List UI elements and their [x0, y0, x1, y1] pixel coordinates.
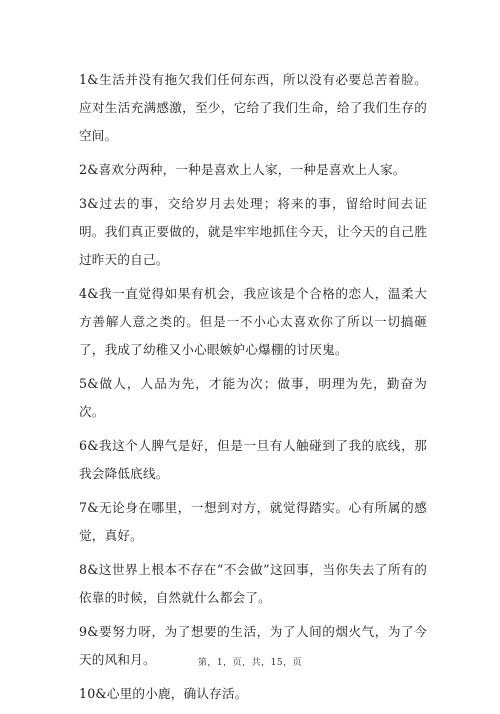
- paragraph-1: 1&生活并没有拖欠我们任何东西，所以没有必要总苦着脸。应对生活充满感激，至少，它给了我们生命，给了我们生存的空间。: [79, 72, 427, 143]
- paragraph-3: 3&过去的事，交给岁月去处理；将来的事，留给时间去证明。我们真正要做的，就是牢牢地抓住今天，让今天的自己胜过昨天的自己。: [79, 196, 427, 267]
- paragraph-7: 7&无论身在哪里，一想到对方，就觉得踏实。心有所属的感觉，真好。: [79, 500, 427, 543]
- paragraph-10: 10&心里的小鹿，确认存活。: [79, 686, 248, 701]
- page-number-footer: 第，1，页，共，15，页: [197, 658, 303, 668]
- paragraph-2: 2&喜欢分两种，一种是喜欢上人家，一种是喜欢上人家。: [79, 162, 406, 177]
- document-body: [79, 66, 427, 714]
- paragraph-4: 4&我一直觉得如果有机会，我应该是个合格的恋人，温柔大方善解人意之类的。但是一不小心太喜欢你了所以一切搞砸了，我成了幼稚又小心眼嫉妒心爆棚的讨厌鬼。: [79, 286, 427, 357]
- paragraph-9: 9&要努力呀，为了想要的生活，为了人间的烟火气，为了今天的风和月。: [79, 624, 427, 667]
- paragraph-8: 8&这世界上根本不存在“不会做”这回事，当你失去了所有的依靠的时候，自然就什么都会了。: [79, 562, 427, 605]
- paragraph-6: 6&我这个人脾气是好，但是一旦有人触碰到了我的底线，那我会降低底线。: [79, 438, 427, 481]
- paragraph-5: 5&做人，人品为先，才能为次；做事，明理为先，勤奋为次。: [79, 376, 427, 419]
